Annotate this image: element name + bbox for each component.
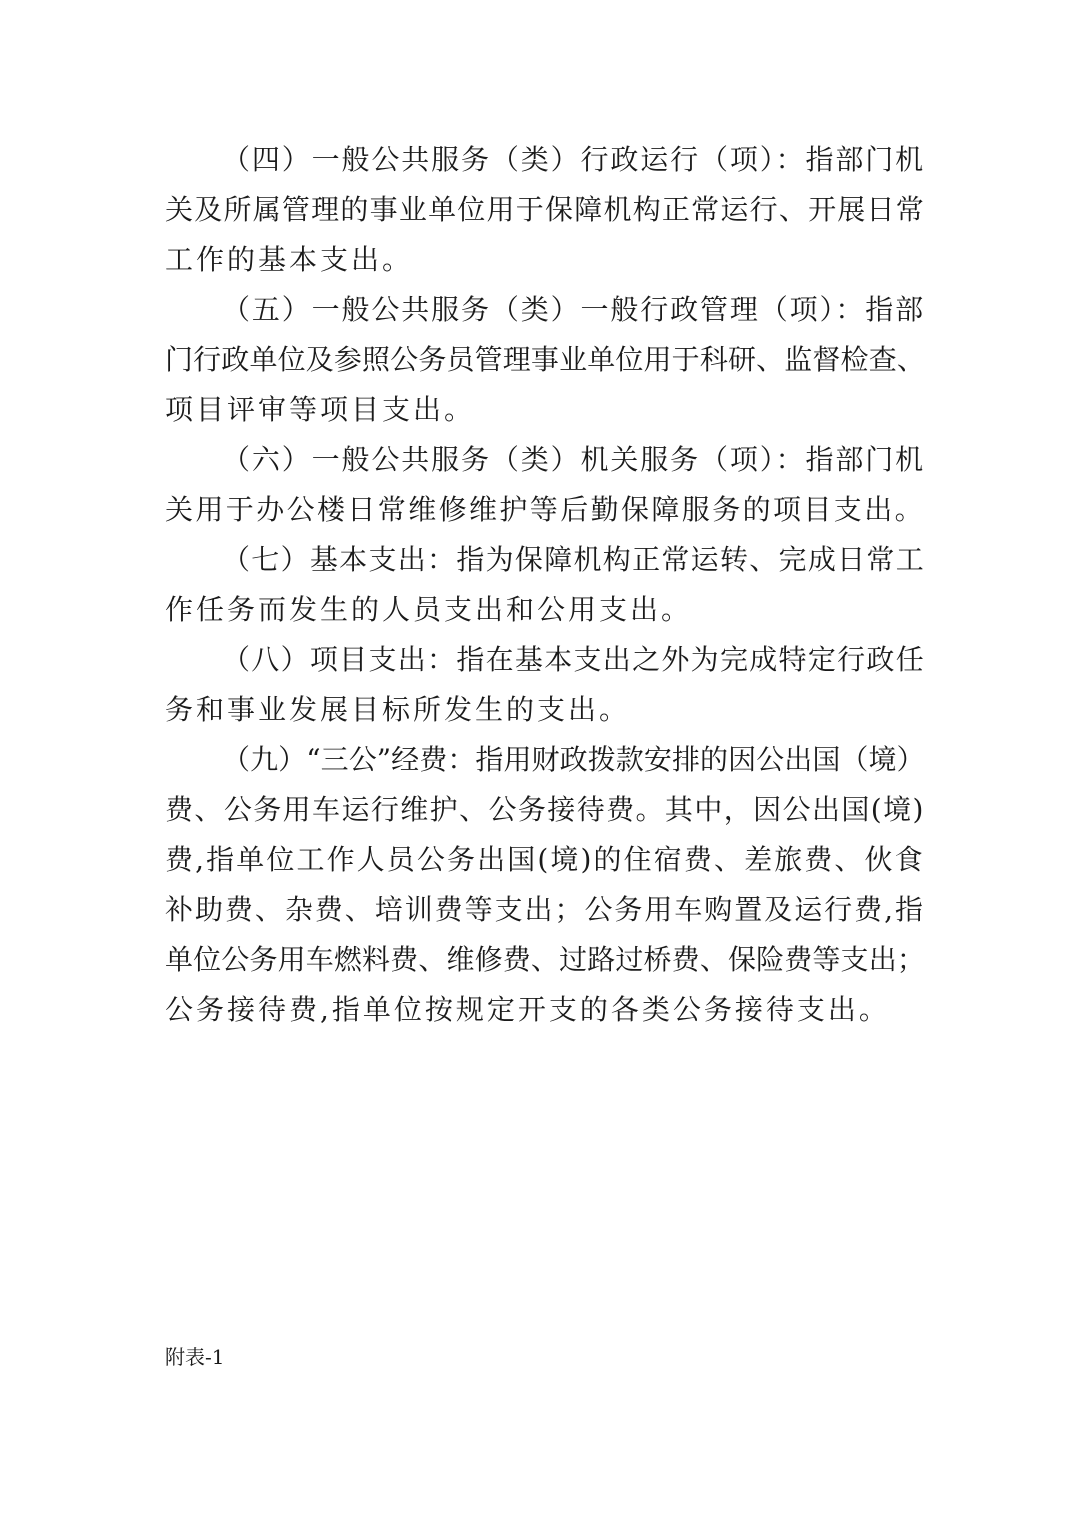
paragraph-4-line-2: 关及所属管理的事业单位用于保障机构正常运行、开展日常	[165, 193, 926, 226]
paragraph-7-line-2: 作任务而发生的人员支出和公用支出。	[165, 593, 693, 626]
paragraph-4-line-3: 工作的基本支出。	[165, 243, 414, 276]
paragraph-5-line-3: 项目评审等项目支出。	[165, 393, 476, 426]
footer-attachment-label: 附表-1	[165, 1345, 225, 1369]
paragraph-9-line-3: 费,指单位工作人员公务出国(境)的住宿费、差旅费、伙食	[165, 843, 925, 876]
paragraph-9-line-6: 公务接待费,指单位按规定开支的各类公务接待支出。	[165, 993, 890, 1026]
paragraph-9-line-2: 费、公务用车运行维护、公务接待费。其中，因公出国(境)	[165, 793, 925, 826]
paragraph-9-line-5: 单位公务用车燃料费、维修费、过路过桥费、保险费等支出；	[165, 943, 926, 976]
paragraph-9-line-4: 补助费、杂费、培训费等支出；公务用车购置及运行费,指	[165, 893, 925, 926]
paragraph-7-line-1: （七）基本支出：指为保障机构正常运转、完成日常工	[222, 543, 926, 576]
paragraph-5-line-1: （五）一般公共服务（类）一般行政管理（项）：指部	[222, 293, 926, 326]
paragraph-6-line-2: 关用于办公楼日常维修维护等后勤保障服务的项目支出。	[165, 493, 926, 526]
paragraph-8-line-1: （八）项目支出：指在基本支出之外为完成特定行政任	[222, 643, 926, 676]
paragraph-5-line-2: 门行政单位及参照公务员管理事业单位用于科研、监督检查、	[165, 343, 926, 376]
paragraph-9-line-1: （九）“三公”经费：指用财政拨款安排的因公出国（境）	[222, 743, 925, 776]
paragraph-4-line-1: （四）一般公共服务（类）行政运行（项）：指部门机	[222, 143, 926, 176]
paragraph-6-line-1: （六）一般公共服务（类）机关服务（项）：指部门机	[222, 443, 926, 476]
paragraph-8-line-2: 务和事业发展目标所发生的支出。	[165, 693, 631, 726]
